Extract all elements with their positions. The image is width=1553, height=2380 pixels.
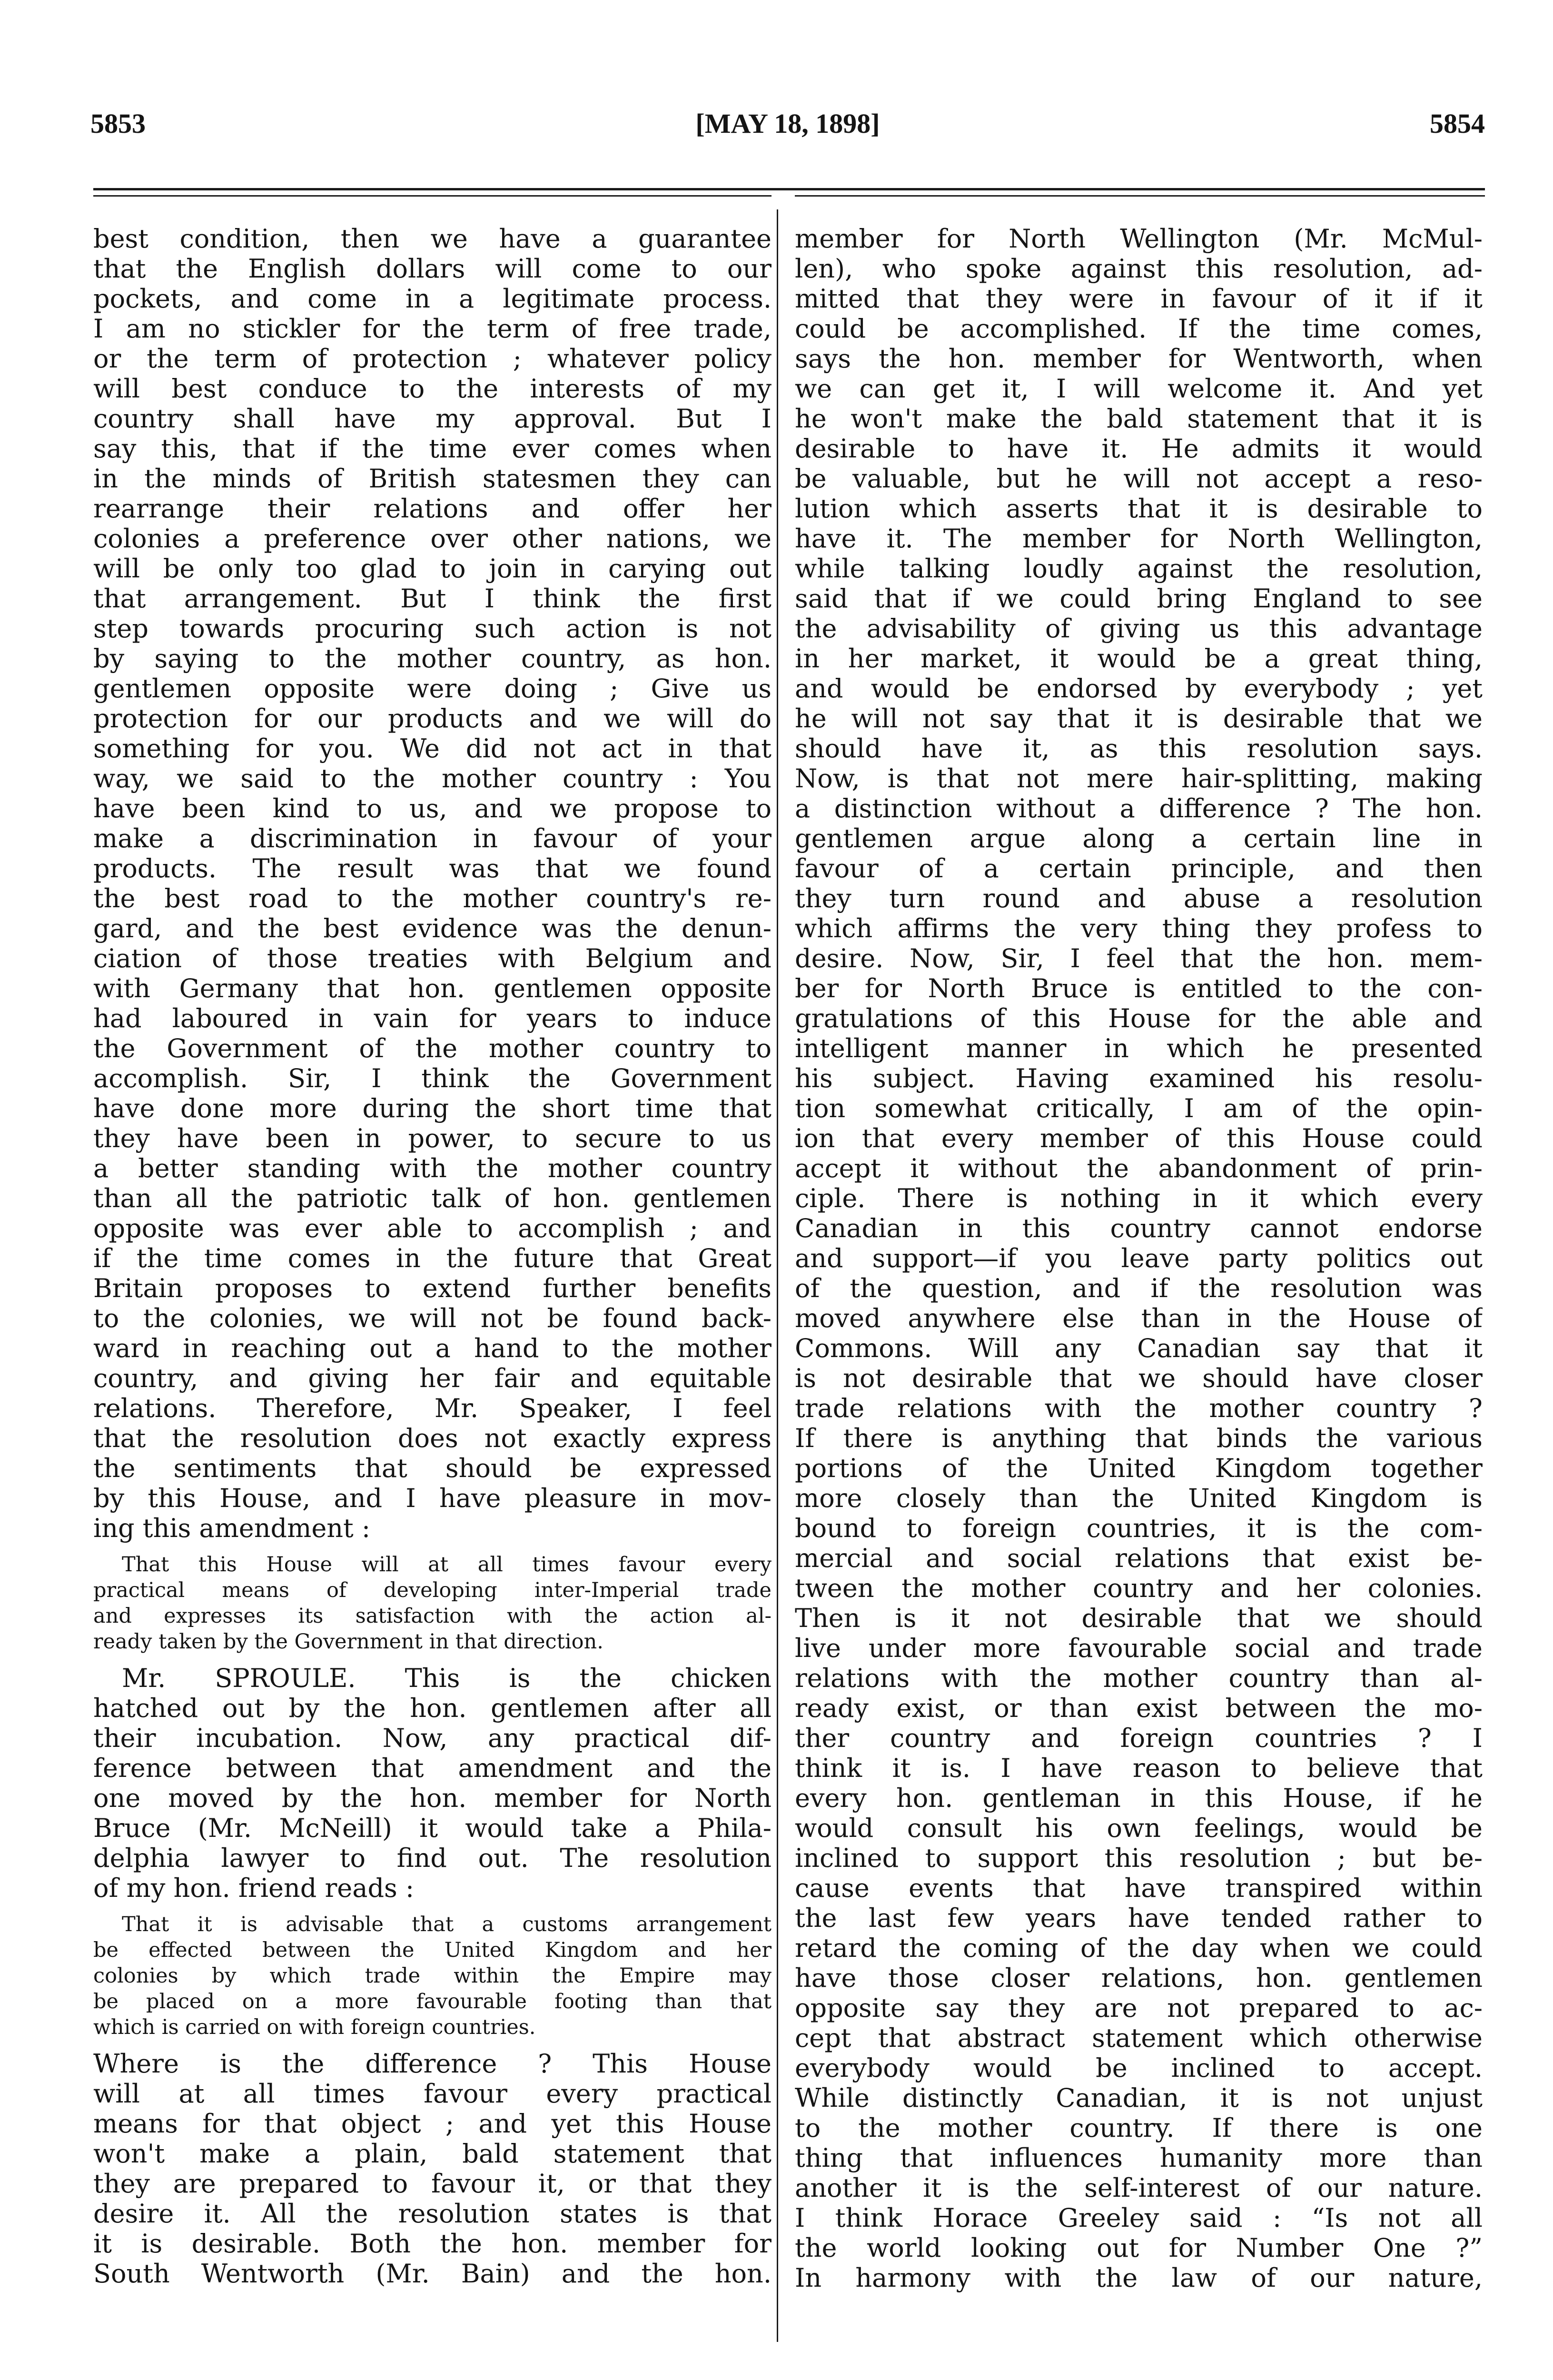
text-line: of my hon. friend reads : — [93, 1873, 415, 1903]
text-line: Now, is that not mere hair-splitting, making — [795, 764, 1483, 793]
text-line: accomplish. Sir, I think the Government — [93, 1063, 772, 1093]
text-line: is not desirable that we should have closer — [795, 1363, 1483, 1393]
text-line: gratulations of this House for the able and — [795, 1003, 1483, 1033]
text-line: relations with the mother country than al- — [795, 1663, 1483, 1693]
text-line: cause events that have transpired within — [795, 1873, 1483, 1903]
text-line: moved anywhere else than in the House of — [795, 1303, 1483, 1333]
text-line: the last few years have tended rather to — [795, 1903, 1483, 1933]
text-line: bound to foreign countries, it is the com- — [795, 1513, 1483, 1543]
text-line: mitted that they were in favour of it if it — [795, 284, 1483, 314]
text-line: with Germany that hon. gentlemen opposite — [93, 973, 772, 1003]
text-line: Where is the difference ? This House — [93, 2049, 772, 2079]
text-line: in her market, it would be a great thing, — [795, 644, 1483, 674]
text-line: the best road to the mother country's re- — [93, 883, 772, 913]
text-line: opposite say they are not prepared to ac- — [795, 1993, 1483, 2023]
text-line: Commons. Will any Canadian say that it — [795, 1333, 1483, 1363]
text-line: ciation of those treaties with Belgium and — [93, 943, 772, 973]
text-line: they are prepared to favour it, or that they — [93, 2169, 772, 2199]
text-line: the advisability of giving us this advantage — [795, 614, 1483, 644]
text-line: trade relations with the mother country ? — [795, 1393, 1483, 1423]
text-line: his subject. Having examined his resolu- — [795, 1063, 1483, 1093]
text-line: opposite was ever able to accomplish ; and — [93, 1213, 772, 1243]
text-line: live under more favourable social and trade — [795, 1633, 1483, 1663]
text-line: mercial and social relations that exist be- — [795, 1543, 1483, 1573]
text-line: That it is advisable that a customs arrangement — [122, 1913, 772, 1936]
text-line: pockets, and come in a legitimate process. — [93, 284, 772, 314]
text-line: len), who spoke against this resolution, ad- — [795, 254, 1483, 284]
text-line: and would be endorsed by everybody ; yet — [795, 674, 1483, 704]
text-line: will at all times favour every practical — [93, 2079, 772, 2109]
text-line: have been kind to us, and we propose to — [93, 793, 772, 823]
text-line: everybody would be inclined to accept. — [795, 2053, 1483, 2083]
left-para-1 — [93, 224, 772, 1543]
text-line: Bruce (Mr. McNeill) it would take a Phila- — [93, 1813, 772, 1843]
text-line: won't make a plain, bald statement that — [93, 2139, 772, 2169]
amendment-quote — [93, 1552, 772, 1655]
text-line: South Wentworth (Mr. Bain) and the hon. — [93, 2259, 772, 2289]
text-line: ward in reaching out a hand to the mother — [93, 1333, 772, 1363]
text-line: lution which asserts that it is desirable to — [795, 494, 1483, 524]
text-line: in the minds of British statesmen they can — [93, 464, 772, 494]
text-line: inclined to support this resolution ; but be- — [795, 1843, 1483, 1873]
page-header — [90, 102, 1485, 145]
text-line: Britain proposes to extend further benefits — [93, 1273, 772, 1303]
text-line: That this House will at all times favour every — [122, 1553, 772, 1577]
resolution-quote — [93, 1912, 772, 2040]
text-line: to the mother country. If there is one — [795, 2113, 1483, 2143]
text-line: ion that every member of this House could — [795, 1123, 1483, 1153]
page-date: [MAY 18, 1898] — [695, 108, 880, 139]
text-line: ready exist, or than exist between the mo- — [795, 1693, 1483, 1723]
text-line: they turn round and abuse a resolution — [795, 883, 1483, 913]
text-line: Mr. SPROULE. This is the chicken — [122, 1663, 772, 1693]
text-line: If there is anything that binds the various — [795, 1423, 1483, 1453]
text-line: something for you. We did not act in that — [93, 734, 772, 764]
text-line: the sentiments that should be expressed — [93, 1453, 772, 1483]
text-line: colonies by which trade within the Empire may — [93, 1964, 772, 1988]
text-line: and expresses its satisfaction with the action al- — [93, 1604, 772, 1628]
left-column — [93, 224, 772, 2289]
text-line: practical means of developing inter-Imperial trade — [93, 1578, 772, 1602]
text-line: the world looking out for Number One ?” — [795, 2233, 1483, 2263]
text-line: of the question, and if the resolution was — [795, 1273, 1483, 1303]
text-line: have done more during the short time that — [93, 1093, 772, 1123]
text-line: products. The result was that we found — [93, 853, 772, 883]
text-line: the Government of the mother country to — [93, 1033, 772, 1063]
text-line: or the term of protection ; whatever policy — [93, 344, 772, 374]
text-line: favour of a certain principle, and then — [795, 853, 1483, 883]
text-line: I am no stickler for the term of free trade, — [93, 314, 772, 344]
text-line: he won't make the bald statement that it is — [795, 404, 1483, 434]
text-line: more closely than the United Kingdom is — [795, 1483, 1483, 1513]
text-line: portions of the United Kingdom together — [795, 1453, 1483, 1483]
text-line: have it. The member for North Wellington, — [795, 524, 1483, 554]
text-line: be valuable, but he will not accept a reso- — [795, 464, 1483, 494]
text-line: While distinctly Canadian, it is not unjust — [795, 2083, 1483, 2113]
header-rule-top — [93, 188, 1485, 190]
text-line: and support—if you leave party politics out — [795, 1243, 1483, 1273]
text-line: retard the coming of the day when we could — [795, 1933, 1483, 1963]
text-line: tween the mother country and her colonies. — [795, 1573, 1483, 1603]
page-number-right: 5854 — [1430, 108, 1485, 139]
text-line: way, we said to the mother country : You — [93, 764, 772, 793]
text-line: he will not say that it is desirable that we — [795, 704, 1483, 734]
text-line: another it is the self-interest of our nature. — [795, 2173, 1483, 2203]
text-line: it is desirable. Both the hon. member for — [93, 2229, 772, 2259]
text-line: by this House, and I have pleasure in mov- — [93, 1483, 772, 1513]
text-line: hatched out by the hon. gentlemen after all — [93, 1693, 772, 1723]
text-line: gentlemen argue along a certain line in — [795, 823, 1483, 853]
text-line: they have been in power, to secure to us — [93, 1123, 772, 1153]
text-line: step towards procuring such action is not — [93, 614, 772, 644]
text-line: one moved by the hon. member for North — [93, 1783, 772, 1813]
text-line: be effected between the United Kingdom and her — [93, 1938, 772, 1962]
text-line: ber for North Bruce is entitled to the con- — [795, 973, 1483, 1003]
page-number-left: 5853 — [90, 108, 146, 139]
text-line: could be accomplished. If the time comes, — [795, 314, 1483, 344]
text-line: means for that object ; and yet this House — [93, 2109, 772, 2139]
right-para-1 — [795, 224, 1483, 2293]
text-line: which is carried on with foreign countries. — [93, 2015, 536, 2039]
text-line: In harmony with the law of our nature, — [795, 2263, 1483, 2293]
text-line: their incubation. Now, any practical dif- — [93, 1723, 772, 1753]
text-line: say this, that if the time ever comes when — [93, 434, 772, 464]
text-line: to the colonies, we will not be found back- — [93, 1303, 772, 1333]
text-line: desire. Now, Sir, I feel that the hon. mem- — [795, 943, 1483, 973]
text-line: than all the patriotic talk of hon. gentlemen — [93, 1183, 772, 1213]
text-line: by saying to the mother country, as hon. — [93, 644, 772, 674]
text-line: I think Horace Greeley said : “Is not all — [795, 2203, 1483, 2233]
text-line: accept it without the abandonment of prin- — [795, 1153, 1483, 1183]
text-line: a distinction without a difference ? The hon. — [795, 793, 1483, 823]
text-line: which affirms the very thing they profess to — [795, 913, 1483, 943]
text-line: said that if we could bring England to see — [795, 584, 1483, 614]
text-line: while talking loudly against the resolution, — [795, 554, 1483, 584]
text-line: be placed on a more favourable footing than that — [93, 1990, 772, 2013]
column-divider — [777, 209, 778, 2342]
text-line: make a discrimination in favour of your — [93, 823, 772, 853]
text-line: desirable to have it. He admits it would — [795, 434, 1483, 464]
text-line: gentlemen opposite were doing ; Give us — [93, 674, 772, 704]
text-line: had laboured in vain for years to induce — [93, 1003, 772, 1033]
text-line: if the time comes in the future that Great — [93, 1243, 772, 1273]
text-line: should have it, as this resolution says. — [795, 734, 1483, 764]
text-line: ference between that amendment and the — [93, 1753, 772, 1783]
text-line: we can get it, I will welcome it. And yet — [795, 374, 1483, 404]
text-line: that arrangement. But I think the first — [93, 584, 772, 614]
text-line: member for North Wellington (Mr. McMul- — [795, 224, 1483, 254]
text-line: ready taken by the Government in that direction. — [93, 1630, 603, 1654]
text-line: thing that influences humanity more than — [795, 2143, 1483, 2173]
text-line: Canadian in this country cannot endorse — [795, 1213, 1483, 1243]
text-line: will be only too glad to join in carying out — [93, 554, 772, 584]
right-column — [795, 224, 1483, 2293]
text-line: intelligent manner in which he presented — [795, 1033, 1483, 1063]
text-line: will best conduce to the interests of my — [93, 374, 772, 404]
text-line: country, and giving her fair and equitable — [93, 1363, 772, 1393]
left-para-2 — [93, 1663, 772, 1903]
text-line: have those closer relations, hon. gentlemen — [795, 1963, 1483, 1993]
text-line: that the English dollars will come to our — [93, 254, 772, 284]
text-line: every hon. gentleman in this House, if he — [795, 1783, 1483, 1813]
text-line: delphia lawyer to find out. The resolution — [93, 1843, 772, 1873]
left-para-3 — [93, 2049, 772, 2289]
text-line: ciple. There is nothing in it which every — [795, 1183, 1483, 1213]
header-rule-left — [93, 195, 772, 197]
text-line: colonies a preference over other nations, we — [93, 524, 772, 554]
text-line: says the hon. member for Wentworth, when — [795, 344, 1483, 374]
text-line: that the resolution does not exactly express — [93, 1423, 772, 1453]
text-line: country shall have my approval. But I — [93, 404, 772, 434]
text-line: best condition, then we have a guarantee — [93, 224, 772, 254]
header-rule-right — [795, 195, 1485, 197]
text-line: a better standing with the mother country — [93, 1153, 772, 1183]
text-line: gard, and the best evidence was the denun- — [93, 913, 772, 943]
text-line: would consult his own feelings, would be — [795, 1813, 1483, 1843]
text-line: ther country and foreign countries ? I — [795, 1723, 1483, 1753]
text-line: tion somewhat critically, I am of the opin- — [795, 1093, 1483, 1123]
text-line: ing this amendment : — [93, 1513, 371, 1543]
text-line: Then is it not desirable that we should — [795, 1603, 1483, 1633]
text-line: cept that abstract statement which otherwise — [795, 2023, 1483, 2053]
text-line: think it is. I have reason to believe that — [795, 1753, 1483, 1783]
text-line: desire it. All the resolution states is that — [93, 2199, 772, 2229]
text-line: protection for our products and we will do — [93, 704, 772, 734]
text-line: relations. Therefore, Mr. Speaker, I feel — [93, 1393, 772, 1423]
text-line: rearrange their relations and offer her — [93, 494, 772, 524]
